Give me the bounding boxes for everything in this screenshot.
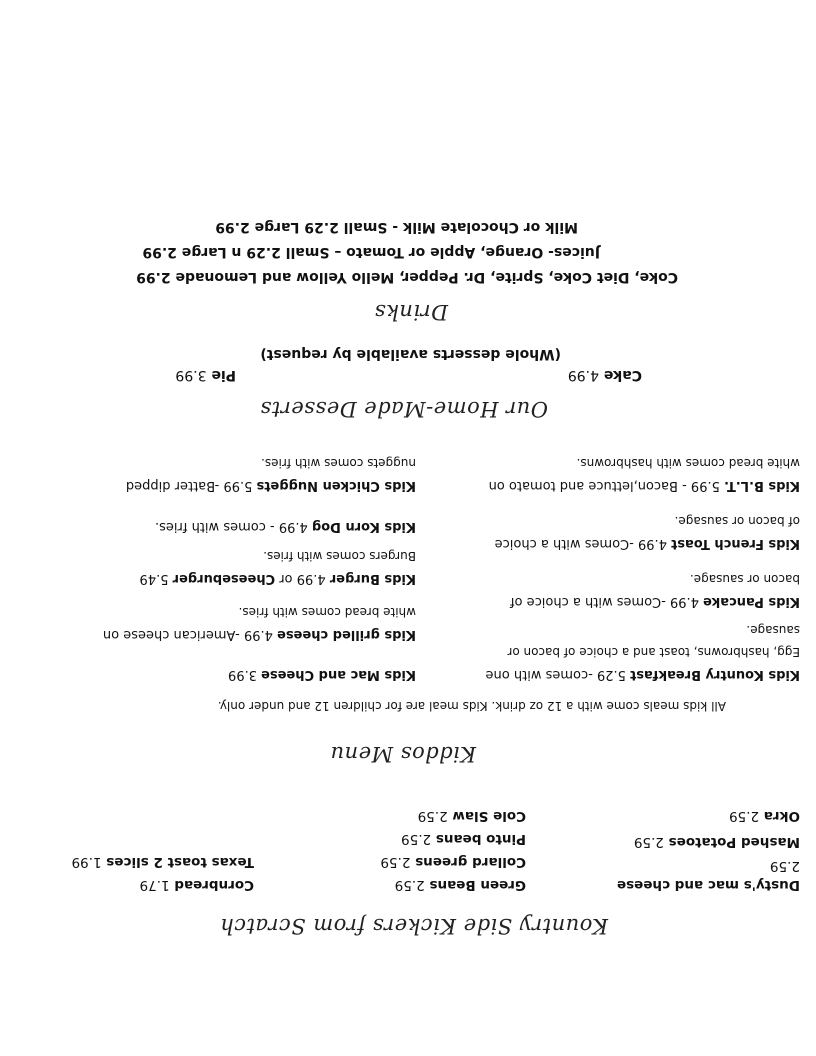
kids-item: Kids Korn Dog 4.99 - comes with fries.	[155, 519, 416, 534]
side-item: Okra 2.59	[729, 808, 800, 824]
kids-title: Kiddos Menu	[330, 742, 476, 766]
drink-line: Juices- Orange, Apple or Tomato – Small 2.29 n Large 2.99	[142, 244, 600, 260]
side-item: Green Beans 2.59	[394, 877, 526, 893]
side-item: Collard greens 2.59	[380, 854, 526, 870]
dessert-item: Pie 3.99	[175, 367, 236, 383]
side-item: 2.59	[769, 858, 800, 874]
kids-item: Kids B.L.T. 5.99 - Bacon,lettuce and tomato on white bread comes with hashbrowns.	[488, 456, 800, 493]
side-item: Cole Slaw 2.59	[417, 808, 526, 824]
kids-item: Kids grilled cheese 4.99 -American cheese on white bread comes with fries.	[102, 605, 416, 642]
desserts-title: Our Home-Made Desserts	[260, 397, 548, 421]
side-item: Cornbread 1.79	[139, 877, 254, 893]
kids-item: Kids Pancake 4.99 -Comes with a choice of bacon or sausage.	[510, 572, 800, 609]
drinks-title: Drinks	[374, 300, 448, 324]
kids-item: Kids Kountry Breakfast 5.29 -comes with one Egg, hashbrowns, toast and a choice of bacon or sausage.	[485, 623, 800, 682]
dessert-note: (Whole desserts available by request)	[260, 346, 561, 362]
side-item: Pinto beans 2.59	[401, 831, 526, 847]
kids-item: Kids Burger 4.99 or Cheeseburger 5.49 Burgers comes with fries.	[139, 549, 416, 586]
kids-note: All kids meals come with a 12 oz drink. Kids meal are for children 12 and under only.	[217, 699, 726, 713]
side-item: Texas toast 2 slices 1.99	[71, 854, 254, 870]
kids-item: Kids Mac and Cheese 3.99	[228, 667, 416, 682]
drink-line: Coke, Diet Coke, Sprite, Dr. Pepper, Mello Yellow and Lemonade 2.99	[136, 269, 678, 285]
kids-item: Kids French Toast 4.99 -Comes with a choice of bacon or sausage.	[494, 514, 800, 551]
kids-item: Kids Chicken Nuggets 5.99 -Batter dipped nuggets comes with fries.	[125, 456, 416, 493]
drink-line: Milk or Chocolate Milk - Small 2.29 Large 2.99	[215, 219, 578, 235]
dessert-item: Cake 4.99	[567, 367, 642, 383]
sides-title: Kountry Side Kickers from Scratch	[219, 914, 608, 938]
side-item: Dusty's mac and cheese	[616, 877, 800, 893]
side-item: Mashed Potatoes 2.59	[633, 834, 800, 850]
